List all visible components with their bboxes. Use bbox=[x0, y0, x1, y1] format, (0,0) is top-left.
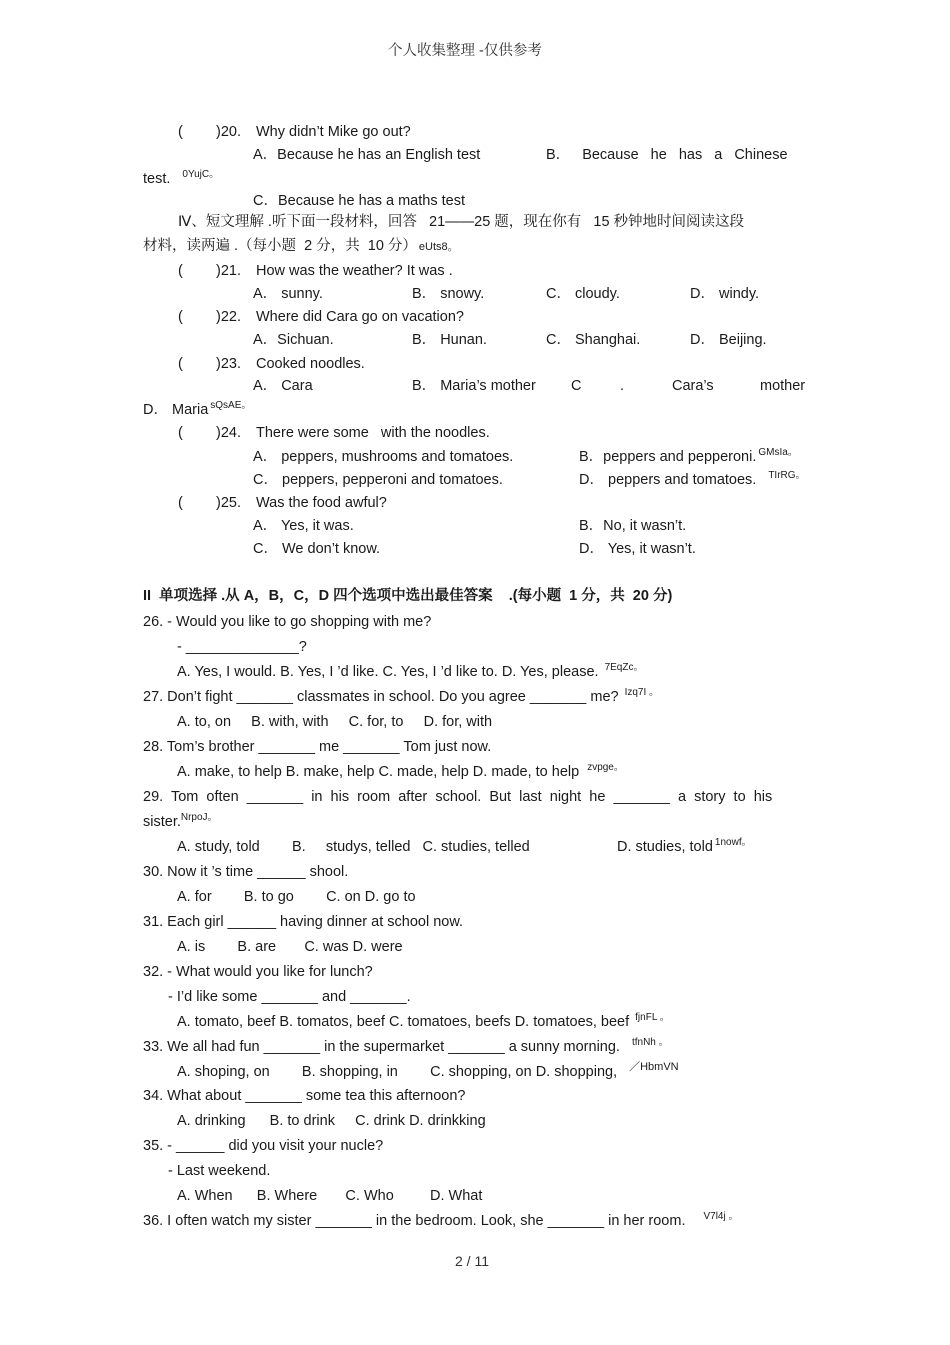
answer-paren: ( bbox=[178, 124, 183, 140]
answer-paren: ( bbox=[178, 263, 183, 279]
ref-code: NrpoJ。 bbox=[180, 812, 218, 823]
options: A. When B. Where C. Who D. What bbox=[177, 1188, 483, 1204]
option-d: D． peppers and tomatoes. $^{TIrRG。}$ bbox=[579, 470, 806, 488]
option-c: C． Shanghai. bbox=[546, 332, 641, 348]
question-28: 28. Tom’s brother _______ me _______ Tom just now. bbox=[143, 739, 492, 755]
option-c-text: Cara’s bbox=[672, 378, 714, 394]
question-29-continued: sister.$^{NrpoJ。}$ bbox=[143, 812, 218, 830]
ref-code: 7EqZc。 bbox=[604, 662, 644, 673]
option-d: D． Yes, it wasn’t. bbox=[579, 541, 696, 557]
page-number: 2 / 11 bbox=[455, 1253, 489, 1269]
option-b: B． Hunan. bbox=[412, 332, 487, 348]
option-c: C． We don’t know. bbox=[253, 541, 381, 557]
question-number: )21. bbox=[216, 263, 241, 279]
options: A. Yes, I would. B. Yes, I ’d like. C. Yes, I ’d like to. D. Yes, please. $^{7EqZc。}$ bbox=[177, 662, 644, 680]
ref-code: 0YujC。 bbox=[182, 169, 220, 180]
question-text: Cooked noodles. bbox=[256, 356, 365, 372]
question-number: )20. bbox=[216, 124, 241, 140]
option-b: B． Because he has a Chinese bbox=[546, 147, 788, 163]
question-36: 36. I often watch my sister _______ in the bedroom. Look, she _______ in her room. $^{V7l4j 。}$ bbox=[143, 1211, 739, 1229]
ref-code: Izq7I 。 bbox=[624, 687, 660, 698]
option-d: D． Beijing. bbox=[690, 332, 767, 348]
question-27: 27. Don’t fight _______ classmates in school. Do you agree _______ me? $^{Izq7I 。}$ bbox=[143, 687, 660, 705]
question-text: Was the food awful? bbox=[256, 495, 387, 511]
answer-line: - Last weekend. bbox=[168, 1163, 271, 1179]
option-c-letter: C bbox=[571, 378, 582, 394]
ref-code: fjnFL 。 bbox=[635, 1012, 670, 1023]
section-heading: Ⅳ、短文理解 .听下面一段材料，回答 21——25 题，现在你有 15 秒钟地时间阅读这段 bbox=[178, 214, 745, 230]
question-number: )25. bbox=[216, 495, 241, 511]
options: A. make, to help B. make, help C. made, help D. made, to help $^{zvpge。}$ bbox=[177, 762, 624, 780]
ref-code: V7l4j 。 bbox=[703, 1211, 739, 1222]
ref-code: eUts8。 bbox=[418, 241, 459, 253]
ref-code: ／HbmVN bbox=[629, 1061, 679, 1073]
question-31: 31. Each girl ______ having dinner at school now. bbox=[143, 914, 464, 930]
ref-code: sQsAE。 bbox=[210, 400, 252, 411]
options: A. for B. to go C. on D. go to bbox=[177, 889, 416, 905]
options: A. to, on B. with, with C. for, to D. for, with bbox=[177, 714, 493, 730]
answer-paren: ( bbox=[178, 425, 183, 441]
option-c: C． cloudy. bbox=[546, 286, 620, 302]
option-b-continued: test. $^{0YujC。}$ bbox=[143, 169, 220, 187]
question-34: 34. What about _______ some tea this afternoon? bbox=[143, 1088, 466, 1104]
question-text: There were some with the noodles. bbox=[256, 425, 490, 441]
option-b: B．No, it wasn’t. bbox=[579, 518, 687, 534]
ref-code: tfnNh 。 bbox=[631, 1037, 669, 1048]
question-33: 33. We all had fun _______ in the supermarket _______ a sunny morning. $^{tfnNh 。}$ bbox=[143, 1037, 669, 1055]
ref-code: zvpge。 bbox=[587, 762, 624, 773]
option-a: A．Because he has an English test bbox=[253, 147, 481, 163]
answer-paren: ( bbox=[178, 495, 183, 511]
question-29: 29. Tom often _______ in his room after school. But last night he _______ a story to his bbox=[143, 789, 773, 805]
page-header: 个人收集整理 -仅供参考 bbox=[388, 43, 542, 59]
option-c-text-2: mother bbox=[760, 378, 806, 394]
ref-code: 1nowf。 bbox=[714, 837, 752, 848]
question-text: Where did Cara go on vacation? bbox=[256, 309, 464, 325]
option-d: D． Maria $^{sQsAE。}$ bbox=[143, 400, 252, 418]
answer-blank: - ______________? bbox=[177, 639, 307, 655]
question-text: How was the weather? It was . bbox=[256, 263, 453, 279]
option-a: A． sunny. bbox=[253, 286, 323, 302]
option-c-dot: . bbox=[620, 378, 625, 394]
ref-code: GMsIa。 bbox=[758, 447, 798, 458]
option-a: A． Cara bbox=[253, 378, 313, 394]
option-d: D． windy. bbox=[690, 286, 760, 302]
options: A. tomato, beef B. tomatos, beef C. tomatoes, beefs D. tomatoes, beef $^{fjnFL 。}$ bbox=[177, 1012, 670, 1030]
option-d: D. studies, told $^{1nowf。}$ bbox=[617, 837, 752, 855]
question-number: )22. bbox=[216, 309, 241, 325]
question-number: )23. bbox=[216, 356, 241, 372]
options: A. drinking B. to drink C. drink D. drinkking bbox=[177, 1113, 486, 1129]
options: A. study, told B. studys, telled C. studies, telled bbox=[177, 839, 530, 855]
option-b: B．peppers and pepperoni. $^{GMsIa。}$ bbox=[579, 447, 798, 465]
section-title: II 单项选择 .从 A，B，C，D 四个选项中选出最佳答案 .(每小题 1 分，共 20 分) bbox=[143, 588, 673, 604]
options: A. shoping, on B. shopping, in C. shopping, on D. shopping, $^{/HbmVN}$ bbox=[177, 1061, 679, 1080]
question-30: 30. Now it ’s time ______ shool. bbox=[143, 864, 349, 880]
question-35: 35. - ______ did you visit your nucle? bbox=[143, 1138, 384, 1154]
options: A. is B. are C. was D. were bbox=[177, 939, 403, 955]
question-32: 32. - What would you like for lunch? bbox=[143, 964, 373, 980]
answer-blank: - I’d like some _______ and _______. bbox=[168, 989, 411, 1005]
ref-code: TIrRG。 bbox=[768, 470, 806, 481]
option-a: A．Sichuan. bbox=[253, 332, 334, 348]
option-b: B． snowy. bbox=[412, 286, 485, 302]
option-c: C．Because he has a maths test bbox=[253, 193, 465, 209]
answer-paren: ( bbox=[178, 356, 183, 372]
question-26: 26. - Would you like to go shopping with me? bbox=[143, 614, 432, 630]
option-b: B． Maria’s mother bbox=[412, 378, 536, 394]
option-c: C． peppers, pepperoni and tomatoes. bbox=[253, 472, 503, 488]
option-a: A． peppers, mushrooms and tomatoes. bbox=[253, 449, 514, 465]
section-heading-continued: 材料，读两遍 .（每小题 2 分，共 10 分） eUts8。 bbox=[143, 238, 459, 254]
option-a: A． Yes, it was. bbox=[253, 518, 354, 534]
question-text: Why didn’t Mike go out? bbox=[256, 124, 411, 140]
question-number: )24. bbox=[216, 425, 241, 441]
answer-paren: ( bbox=[178, 309, 183, 325]
